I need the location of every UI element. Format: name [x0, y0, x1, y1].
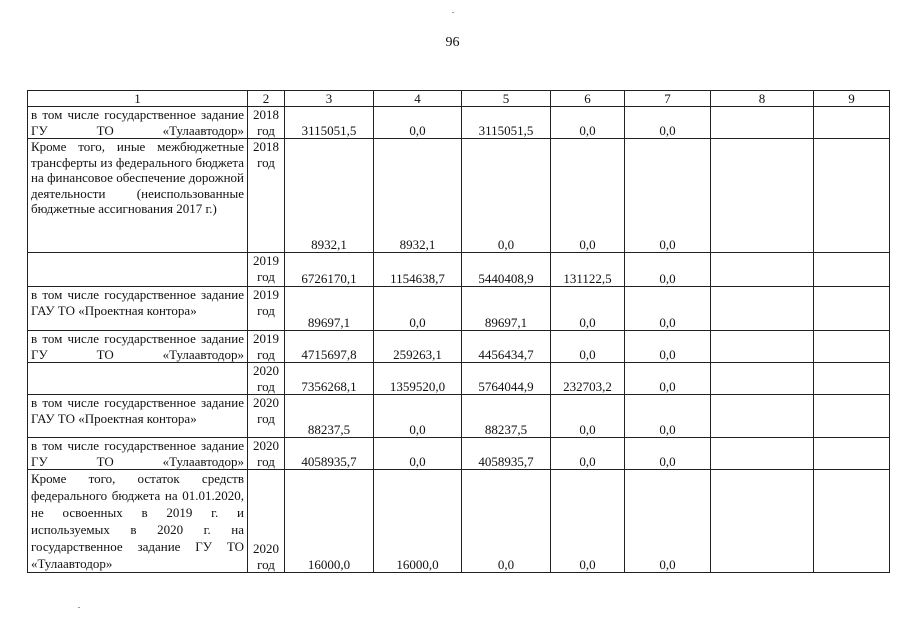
cell-col9 [814, 438, 890, 470]
cell-col8 [711, 253, 814, 287]
header-row [28, 91, 890, 107]
header-cell: 5 [462, 91, 551, 107]
cell-col7: 0,0 [625, 470, 711, 573]
cell-col7: 0,0 [625, 287, 711, 331]
row-year: 2020 год [248, 470, 285, 573]
cell-col7: 0,0 [625, 363, 711, 395]
table-row [28, 253, 890, 287]
cell-col3: 16000,0 [285, 470, 374, 573]
cell-col4: 1154638,7 [374, 253, 462, 287]
cell-col7: 0,0 [625, 139, 711, 253]
cell-col5: 5440408,9 [462, 253, 551, 287]
row-description [28, 253, 248, 287]
cell-col3: 4715697,8 [285, 331, 374, 363]
row-description: Кроме того, остаток средств федерального бюджета на 01.01.2020, не освоенных в 2019 г. и используемых в 2020 г. на государственное задание ГУ ТО «Тулаавтодор» [28, 470, 248, 573]
cell-col5: 0,0 [462, 139, 551, 253]
cell-col3: 4058935,7 [285, 438, 374, 470]
cell-col8 [711, 139, 814, 253]
header-cell: 4 [374, 91, 462, 107]
table-row [28, 438, 890, 470]
cell-col8 [711, 438, 814, 470]
cell-col5: 5764044,9 [462, 363, 551, 395]
header-cell: 3 [285, 91, 374, 107]
header-cell: 7 [625, 91, 711, 107]
cell-col9 [814, 139, 890, 253]
cell-col4: 0,0 [374, 107, 462, 139]
row-year: 2020 год [248, 363, 285, 395]
table-row [28, 363, 890, 395]
cell-col3: 89697,1 [285, 287, 374, 331]
row-year: 2019 год [248, 253, 285, 287]
row-description [28, 363, 248, 395]
header-cell: 6 [551, 91, 625, 107]
cell-col6: 0,0 [551, 139, 625, 253]
cell-col6: 0,0 [551, 438, 625, 470]
cell-col8 [711, 331, 814, 363]
budget-table [27, 90, 890, 573]
cell-col4: 8932,1 [374, 139, 462, 253]
row-year: 2019 год [248, 287, 285, 331]
cell-col8 [711, 107, 814, 139]
header-cell: 9 [814, 91, 890, 107]
row-description: в том числе государственное задание ГАУ ТО «Проектная контора» [28, 287, 248, 331]
table-row [28, 107, 890, 139]
cell-col6: 131122,5 [551, 253, 625, 287]
cell-col6: 0,0 [551, 470, 625, 573]
cell-col9 [814, 287, 890, 331]
cell-col9 [814, 470, 890, 573]
row-year: 2020 год [248, 438, 285, 470]
scan-speck [452, 12, 454, 13]
row-description: в том числе государственное задание ГАУ ТО «Проектная контора» [28, 395, 248, 438]
cell-col8 [711, 287, 814, 331]
cell-col6: 0,0 [551, 107, 625, 139]
cell-col7: 0,0 [625, 253, 711, 287]
cell-col5: 3115051,5 [462, 107, 551, 139]
cell-col3: 3115051,5 [285, 107, 374, 139]
cell-col8 [711, 470, 814, 573]
cell-col7: 0,0 [625, 395, 711, 438]
cell-col3: 6726170,1 [285, 253, 374, 287]
table-row [28, 395, 890, 438]
cell-col3: 7356268,1 [285, 363, 374, 395]
cell-col9 [814, 331, 890, 363]
cell-col6: 0,0 [551, 331, 625, 363]
cell-col5: 4058935,7 [462, 438, 551, 470]
cell-col3: 88237,5 [285, 395, 374, 438]
cell-col7: 0,0 [625, 438, 711, 470]
cell-col4: 1359520,0 [374, 363, 462, 395]
cell-col8 [711, 395, 814, 438]
cell-col4: 259263,1 [374, 331, 462, 363]
cell-col9 [814, 253, 890, 287]
cell-col5: 4456434,7 [462, 331, 551, 363]
row-description: в том числе государственное задание ГУ ТО «Тулаавтодор» [28, 107, 248, 139]
header-cell: 1 [28, 91, 248, 107]
cell-col5: 0,0 [462, 470, 551, 573]
cell-col4: 0,0 [374, 395, 462, 438]
row-description: в том числе государственное задание ГУ ТО «Тулаавтодор» [28, 438, 248, 470]
cell-col4: 16000,0 [374, 470, 462, 573]
cell-col5: 89697,1 [462, 287, 551, 331]
cell-col7: 0,0 [625, 107, 711, 139]
row-year: 2018 год [248, 107, 285, 139]
table-row [28, 139, 890, 253]
header-cell: 8 [711, 91, 814, 107]
cell-col8 [711, 363, 814, 395]
table-row [28, 331, 890, 363]
cell-col9 [814, 107, 890, 139]
table-row [28, 287, 890, 331]
page-number: 96 [445, 35, 460, 50]
scan-speck [78, 607, 80, 608]
cell-col7: 0,0 [625, 331, 711, 363]
header-cell: 2 [248, 91, 285, 107]
cell-col5: 88237,5 [462, 395, 551, 438]
row-year: 2019 год [248, 331, 285, 363]
cell-col3: 8932,1 [285, 139, 374, 253]
row-description: в том числе государственное задание ГУ ТО «Тулаавтодор» [28, 331, 248, 363]
cell-col6: 0,0 [551, 395, 625, 438]
cell-col9 [814, 395, 890, 438]
row-year: 2018 год [248, 139, 285, 253]
row-description: Кроме того, иные межбюджетные трансферты из федерального бюджета на финансовое обеспечение дорожной деятельности (неиспользованные бюджетные ассигнования 2017 г.) [28, 139, 248, 253]
cell-col4: 0,0 [374, 287, 462, 331]
cell-col9 [814, 363, 890, 395]
cell-col6: 0,0 [551, 287, 625, 331]
row-year: 2020 год [248, 395, 285, 438]
table-row [28, 470, 890, 573]
cell-col6: 232703,2 [551, 363, 625, 395]
cell-col4: 0,0 [374, 438, 462, 470]
